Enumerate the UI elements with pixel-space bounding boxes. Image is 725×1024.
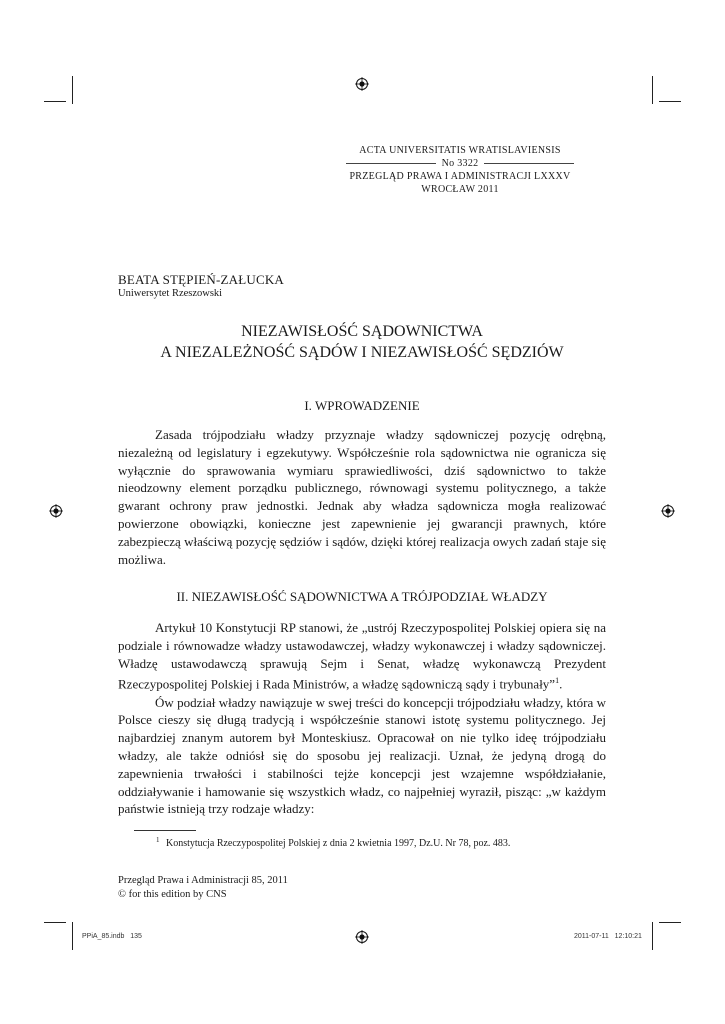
paragraph: Zasada trójpodziału władzy przyznaje władzy sądowniczej pozycję odrębną, niezależną od legislatury i egzekutywy. Współcześnie rola sądownictwa nie ogranicza się wyłącznie do sprawowania wymiaru sprawiedliwości, dziś sądownictwo to także nieodzowny element porządku publicznego, równowagi systemu politycznego, a także gwarant ochrony praw jednostki. Jednak aby władza sądownicza mogła realizować powierzone obowiązki, konieczne jest zapewnienie jej gwarancji prawnych, które zabezpieczą właściwą pozycję sędziów i sądów, dzięki której realizacja owych zadań staje się możliwa. [118,427,606,567]
copyright: © for this edition by CNS [118,889,227,900]
footnote-separator [134,830,196,831]
section-heading-1: I. WPROWADZENIE [304,398,420,413]
registration-mark-right-icon [661,504,675,518]
article-title-line-2: A NIEZALEŻNOŚĆ SĄDÓW I NIEZAWISŁOŚĆ SĘDZIÓW [160,344,564,361]
series-name: ACTA UNIVERSITATIS WRATISLAVIENSIS [359,145,561,156]
crop-mark-top-right-horizontal [659,101,681,102]
footnote-mark: 1 [156,836,160,844]
footnote-reference: 1 [555,676,560,686]
crop-mark-bottom-left-horizontal [44,922,66,923]
crop-mark-top-right-vertical [652,76,653,104]
section-1-body [118,426,606,568]
crop-mark-bottom-right-horizontal [659,922,681,923]
article-title-line-1: NIEZAWISŁOŚĆ SĄDOWNICTWA [241,323,483,340]
journal-info [118,874,288,902]
issue-number-row [340,157,580,170]
print-file-name: PPiA_85.indb 135 [82,933,142,940]
footnote-text: Konstytucja Rzeczypospolitej Polskiej z dnia 2 kwietnia 1997, Dz.U. Nr 78, poz. 483. [166,838,511,850]
section-2-body [118,619,606,818]
journal-citation: Przegląd Prawa i Administracji 85, 2011 [118,875,288,886]
section-heading-2: II. NIEZAWISŁOŚĆ SĄDOWNICTWA A TRÓJPODZIAŁ WŁADZY [176,589,548,604]
footnote [156,836,510,849]
header-rule-right [484,163,574,164]
issue-number: No 3322 [441,158,479,169]
author-affiliation: Uniwersytet Rzeszowski [118,288,223,299]
journal-name: PRZEGLĄD PRAWA I ADMINISTRACJI LXXXV [349,171,571,182]
paragraph-end: . [559,676,563,692]
registration-mark-top-icon [355,77,369,91]
article-title [118,321,606,363]
place-year: WROCŁAW 2011 [421,184,499,195]
registration-mark-bottom-icon [355,930,369,944]
crop-mark-bottom-left-vertical [72,922,73,950]
crop-mark-top-left-vertical [72,76,73,104]
header-rule-left [346,163,436,164]
print-timestamp: 2011-07-11 12:10:21 [574,933,642,940]
crop-mark-bottom-right-vertical [652,922,653,950]
paragraph-text: Artykuł 10 Konstytucji RP stanowi, że „ustrój Rzeczypospolitej Polskiej opiera się na podziale i równowadze władzy ustawodawczej, władzy wykonawczej i władzy sądowniczej. Władzę ustawodawczą sprawują Sejm i Senat, władzę wykonawczą Prezydent Rzeczypospolitej Polskiej i Rada Ministrów, a władzę sądowniczą sądy i trybunały” [118,620,606,692]
author-name: BEATA STĘPIEŃ-ZAŁUCKA [118,272,285,287]
crop-mark-top-left-horizontal [44,101,66,102]
registration-mark-left-icon [49,504,63,518]
paragraph [118,619,606,694]
paragraph: Ów podział władzy nawiązuje w swej treści do koncepcji trójpodziału władzy, która w Polsce cieszy się długą tradycją i współcześnie stanowi istotę systemu politycznego. Jej najbardziej znanym autorem był Monteskiusz. Opracował on nie tylko ideę trójpodziału władzy, ale także odniósł się do sposobu jej realizacji. Uznał, że jedyną drogą do zapewnienia trwałości i stabilności tejże koncepcji jest wzajemne współdziałanie, oddziaływanie i hamowanie się wszystkich władz, co najpełniej wyraził, pisząc: „w każdym państwie istnieją trzy rodzaje władzy: [118,694,606,817]
journal-header [340,144,580,196]
